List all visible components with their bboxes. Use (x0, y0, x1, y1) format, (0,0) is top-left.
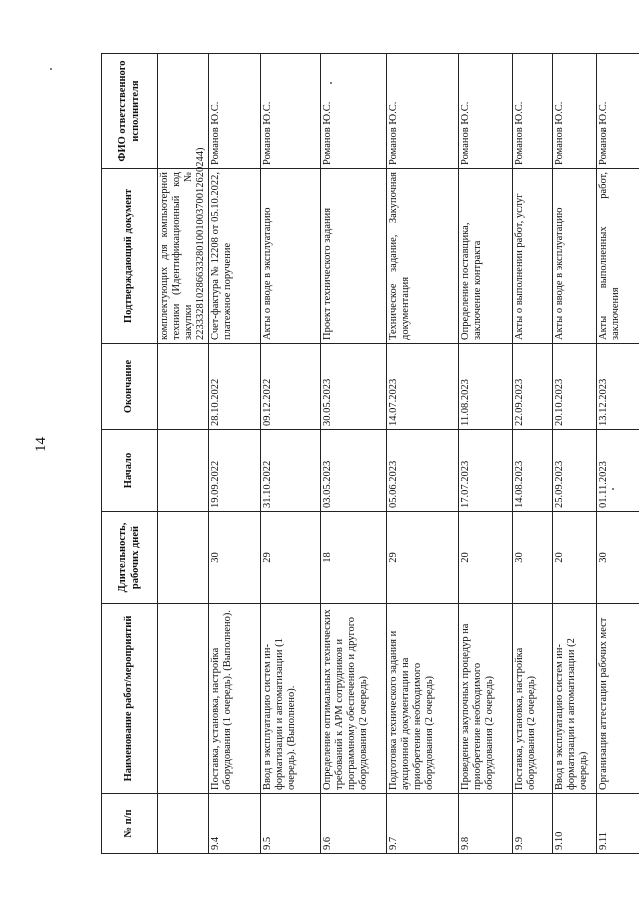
cell-duration: 20 (459, 512, 513, 604)
cell-responsible: Романов Ю.С. (597, 54, 639, 169)
cell-name: Проведение закупочных процедур на приобретение необходимого оборудования (2 очередь) (459, 604, 513, 794)
cell-end: 14.07.2023 (387, 344, 459, 430)
cell-name: Определение оптимальных технических требований к АРМ сотрудников и программному обеспечению и другого оборудования (2 очередь) (321, 604, 387, 794)
cell-start: 31.10.2022 (261, 430, 321, 512)
cell-end: 30.05.2023 (321, 344, 387, 430)
cell-end: 20.10.2023 (553, 344, 597, 430)
continuation-row (158, 54, 209, 854)
page-number: 14 (33, 437, 49, 452)
cell-start: 05.06.2023 (387, 430, 459, 512)
cell-start: 14.08.2023 (513, 430, 553, 512)
cell-start: 01.11.2023 (597, 430, 639, 512)
table-row (553, 54, 597, 854)
cell-end: 13.12.2023 (597, 344, 639, 430)
cell-document: Акты о вводе в эксплуатацию (261, 169, 321, 344)
cell-end: 09.12.2022 (261, 344, 321, 430)
cell-num: 9.10 (553, 794, 597, 854)
cell-document: Акты о вводе в эксплуатацию (553, 169, 597, 344)
cell-responsible: Романов Ю.С. (513, 54, 553, 169)
header-responsible: ФИО ответственного исполнителя (102, 54, 158, 169)
table-row (321, 54, 387, 854)
header-end: Окончание (102, 344, 158, 430)
cell-name: Поставка, установка, настройка оборудования (2 очередь) (513, 604, 553, 794)
cell-start: 19.09.2022 (209, 430, 261, 512)
cell-duration: 30 (513, 512, 553, 604)
rotated-table-wrapper (101, 54, 639, 854)
header-name: Наименование работ/мероприятий (102, 604, 158, 794)
cell-num: 9.7 (387, 794, 459, 854)
table-row (597, 54, 639, 854)
cell-start: 25.09.2023 (553, 430, 597, 512)
header-num: № п/п (102, 794, 158, 854)
cell-duration: 29 (261, 512, 321, 604)
table-row (513, 54, 553, 854)
cell-document: Техническое задание, Закупочная документация (387, 169, 459, 344)
cell-start: 17.07.2023 (459, 430, 513, 512)
header-start: Начало (102, 430, 158, 512)
cell-num: 9.11 (597, 794, 639, 854)
table-row (209, 54, 261, 854)
cell-end: 11.08.2023 (459, 344, 513, 430)
cell-duration: 30 (209, 512, 261, 604)
cell-document: Счет-фактура № 12208 от 05.10.2022, платежное поручение (209, 169, 261, 344)
cell-responsible: Романов Ю.С. (553, 54, 597, 169)
cell-responsible: Романов Ю.С. (209, 54, 261, 169)
cell-num: 9.6 (321, 794, 387, 854)
cell-duration: 20 (553, 512, 597, 604)
cell-start: 03.05.2023 (321, 430, 387, 512)
cell-responsible: Романов Ю.С. (387, 54, 459, 169)
work-schedule-table (101, 53, 639, 854)
table-header-row (102, 54, 158, 854)
table-row (261, 54, 321, 854)
cell-responsible: Романов Ю.С. (321, 54, 387, 169)
cell-responsible: Романов Ю.С. (261, 54, 321, 169)
table-row (459, 54, 513, 854)
cell-duration: 30 (597, 512, 639, 604)
cell-document: Определение поставщика, заключение контракта (459, 169, 513, 344)
cell-name: Подготовка технического задания и аукционной документации на приобретение необходимого оборудования (2 очередь) (387, 604, 459, 794)
cell-num: 9.5 (261, 794, 321, 854)
cell-end: 28.10.2022 (209, 344, 261, 430)
cell-duration: 18 (321, 512, 387, 604)
header-duration: Длительность, рабочих дней (102, 512, 158, 604)
cell-num: 9.4 (209, 794, 261, 854)
cell-name: Ввод в эксплуатацию систем ин-форматизации и автоматизации (2 очередь) (553, 604, 597, 794)
cell-document: Акты о выполнении работ, услуг (513, 169, 553, 344)
cell-document: Проект технического задания (321, 169, 387, 344)
cell-duration: 29 (387, 512, 459, 604)
cell-responsible: Романов Ю.С. (459, 54, 513, 169)
cell-num: 9.9 (513, 794, 553, 854)
cell-document: Акты выполненных работ, заключения (597, 169, 639, 344)
scan-speck (50, 68, 52, 70)
cell-name: Организация аттестации рабочих мест (597, 604, 639, 794)
cell-num: 9.8 (459, 794, 513, 854)
cell-name: Поставка, установка, настройка оборудования (1 очередь). (Выполнено). (209, 604, 261, 794)
header-document: Подтверждающий документ (102, 169, 158, 344)
table-row (387, 54, 459, 854)
cell-name: Ввод в эксплуатацию систем ин-форматизации и автоматизации (1 очередь). (Выполнено). (261, 604, 321, 794)
cell-end: 22.09.2023 (513, 344, 553, 430)
continuation-document-cell: комплектующих для компьютерной техники (Идентификационный код закупки № 223332810286633280100100370012620244) (158, 169, 209, 344)
